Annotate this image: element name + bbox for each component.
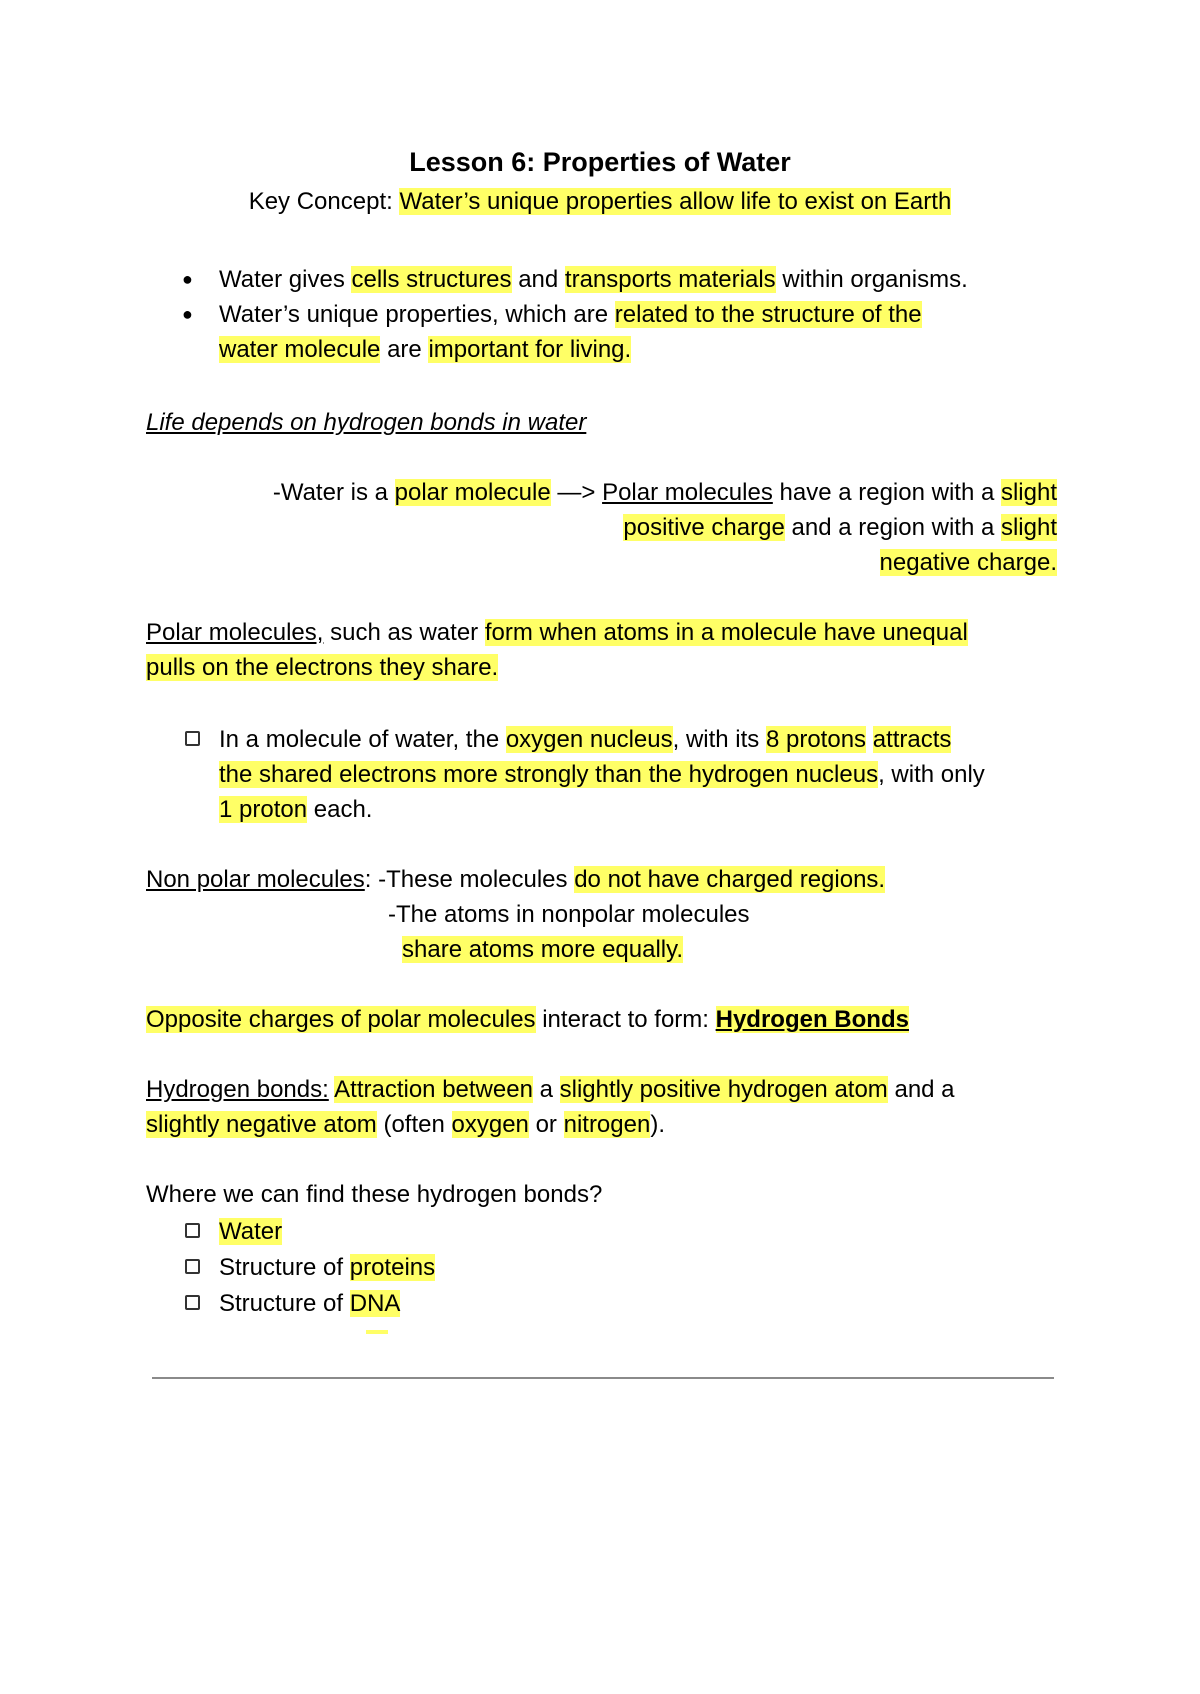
text-run: -Water is a: [272, 479, 395, 506]
highlight-run: oxygen: [451, 1111, 529, 1138]
underline-run: Polar molecules: [602, 479, 773, 506]
polar-def-line-2: [146, 650, 498, 685]
text-run: a: [532, 1076, 560, 1103]
underline-run: Polar molecules,: [146, 619, 324, 646]
text-run: Structure of: [219, 1254, 350, 1281]
text-run: Structure of: [219, 1290, 350, 1317]
text-run: such as water: [323, 619, 485, 646]
checkbox-icon[interactable]: [185, 1259, 200, 1274]
highlight-run: slight: [1000, 479, 1057, 506]
bullet-dot-icon: ●: [182, 269, 193, 289]
highlight-run: transports materials: [564, 266, 776, 293]
text-run: interact to form:: [535, 1006, 716, 1033]
highlight-run: the shared electrons more strongly than the hydrogen nucleus: [219, 761, 879, 788]
text-run: , with its: [672, 726, 766, 753]
highlight-run: important for living.: [428, 336, 632, 363]
checkbox-icon[interactable]: [185, 1295, 200, 1310]
polar-line-3: [880, 545, 1057, 580]
bullet-1: [219, 262, 968, 297]
highlight-run: 1 proton: [219, 796, 308, 823]
underline-run: Hydrogen bonds:: [146, 1076, 329, 1103]
polar-def-line-1: [146, 615, 968, 650]
where-question: Where we can find these hydrogen bonds?: [146, 1181, 603, 1208]
nonpolar-line-2: -The atoms in nonpolar molecules: [388, 901, 750, 928]
oxygen-line-1: [219, 722, 951, 757]
underline-run: Non polar molecules: [146, 866, 365, 893]
text-run: —>: [550, 479, 603, 506]
highlight-run: negative charge.: [879, 549, 1057, 576]
where-item-water: [219, 1214, 282, 1249]
highlight-run: polar molecule: [394, 479, 551, 506]
text-run: and a: [887, 1076, 955, 1103]
highlight-run: oxygen nucleus: [505, 726, 673, 753]
highlight-run: 8 protons: [765, 726, 867, 753]
highlight-run: attracts: [872, 726, 952, 753]
highlight-run: related to the structure of the: [614, 301, 922, 328]
highlight-run: pulls on the electrons they share.: [146, 654, 499, 681]
highlight-run: do not have charged regions.: [574, 866, 886, 893]
text-run: ).: [650, 1111, 665, 1138]
highlight-run: slightly positive hydrogen atom: [559, 1076, 888, 1103]
text-run: and: [511, 266, 565, 293]
oxygen-line-2: [219, 757, 985, 792]
stray-highlight-mark: [366, 1330, 388, 1334]
nonpolar-line-3: [402, 932, 683, 967]
checkbox-icon[interactable]: [185, 1223, 200, 1238]
highlight-run: slight: [1000, 514, 1057, 541]
highlight-run: form when atoms in a molecule have unequal: [484, 619, 968, 646]
polar-line-2: [623, 510, 1057, 545]
key-concept-label: Key Concept:: [248, 188, 400, 215]
hbond-def-line-1: [146, 1072, 955, 1107]
bullet-2-line-1: [219, 297, 922, 332]
hbond-def-line-2: [146, 1107, 665, 1142]
nonpolar-line-1: [146, 862, 885, 897]
highlight-run: slightly negative atom: [146, 1111, 377, 1138]
highlight-run: Opposite charges of polar molecules: [146, 1006, 536, 1033]
horizontal-divider: [152, 1377, 1054, 1379]
text-run: are: [380, 336, 429, 363]
text-run: each.: [307, 796, 373, 823]
where-item-proteins: [219, 1250, 435, 1285]
highlight-run: DNA: [349, 1290, 401, 1317]
text-run: within organisms.: [775, 266, 968, 293]
key-concept-text: Water’s unique properties allow life to exist on Earth: [399, 188, 952, 215]
highlight-run: proteins: [349, 1254, 436, 1281]
highlight-run: cells structures: [351, 266, 512, 293]
text-run: In a molecule of water, the: [219, 726, 506, 753]
checkbox-icon[interactable]: [185, 731, 200, 746]
page-title: Lesson 6: Properties of Water: [409, 147, 791, 177]
bullet-dot-icon: ●: [182, 304, 193, 324]
text-run: [866, 726, 873, 753]
text-run: , with only: [878, 761, 985, 788]
hydrogen-bonds-term: Hydrogen Bonds: [715, 1006, 909, 1033]
opposite-charges-line: [146, 1002, 909, 1037]
where-item-dna: [219, 1286, 400, 1321]
text-run: or: [528, 1111, 564, 1138]
text-run: Water gives: [219, 266, 352, 293]
text-run: and a region with a: [784, 514, 1001, 541]
key-concept: [0, 184, 1200, 219]
highlight-run: share atoms more equally.: [402, 936, 684, 963]
highlight-run: water molecule: [219, 336, 381, 363]
highlight-run: Attraction between: [334, 1076, 533, 1103]
highlight-run: positive charge: [623, 514, 785, 541]
text-run: Water’s unique properties, which are: [219, 301, 615, 328]
highlight-run: nitrogen: [563, 1111, 651, 1138]
highlight-run: Water: [219, 1218, 283, 1245]
oxygen-line-3: [219, 792, 372, 827]
bullet-2-line-2: [219, 332, 631, 367]
polar-line-1: [273, 475, 1057, 510]
section-heading: Life depends on hydrogen bonds in water: [146, 409, 587, 436]
text-run: (often: [376, 1111, 452, 1138]
text-run: have a region with a: [772, 479, 1001, 506]
text-run: : -These molecules: [364, 866, 575, 893]
